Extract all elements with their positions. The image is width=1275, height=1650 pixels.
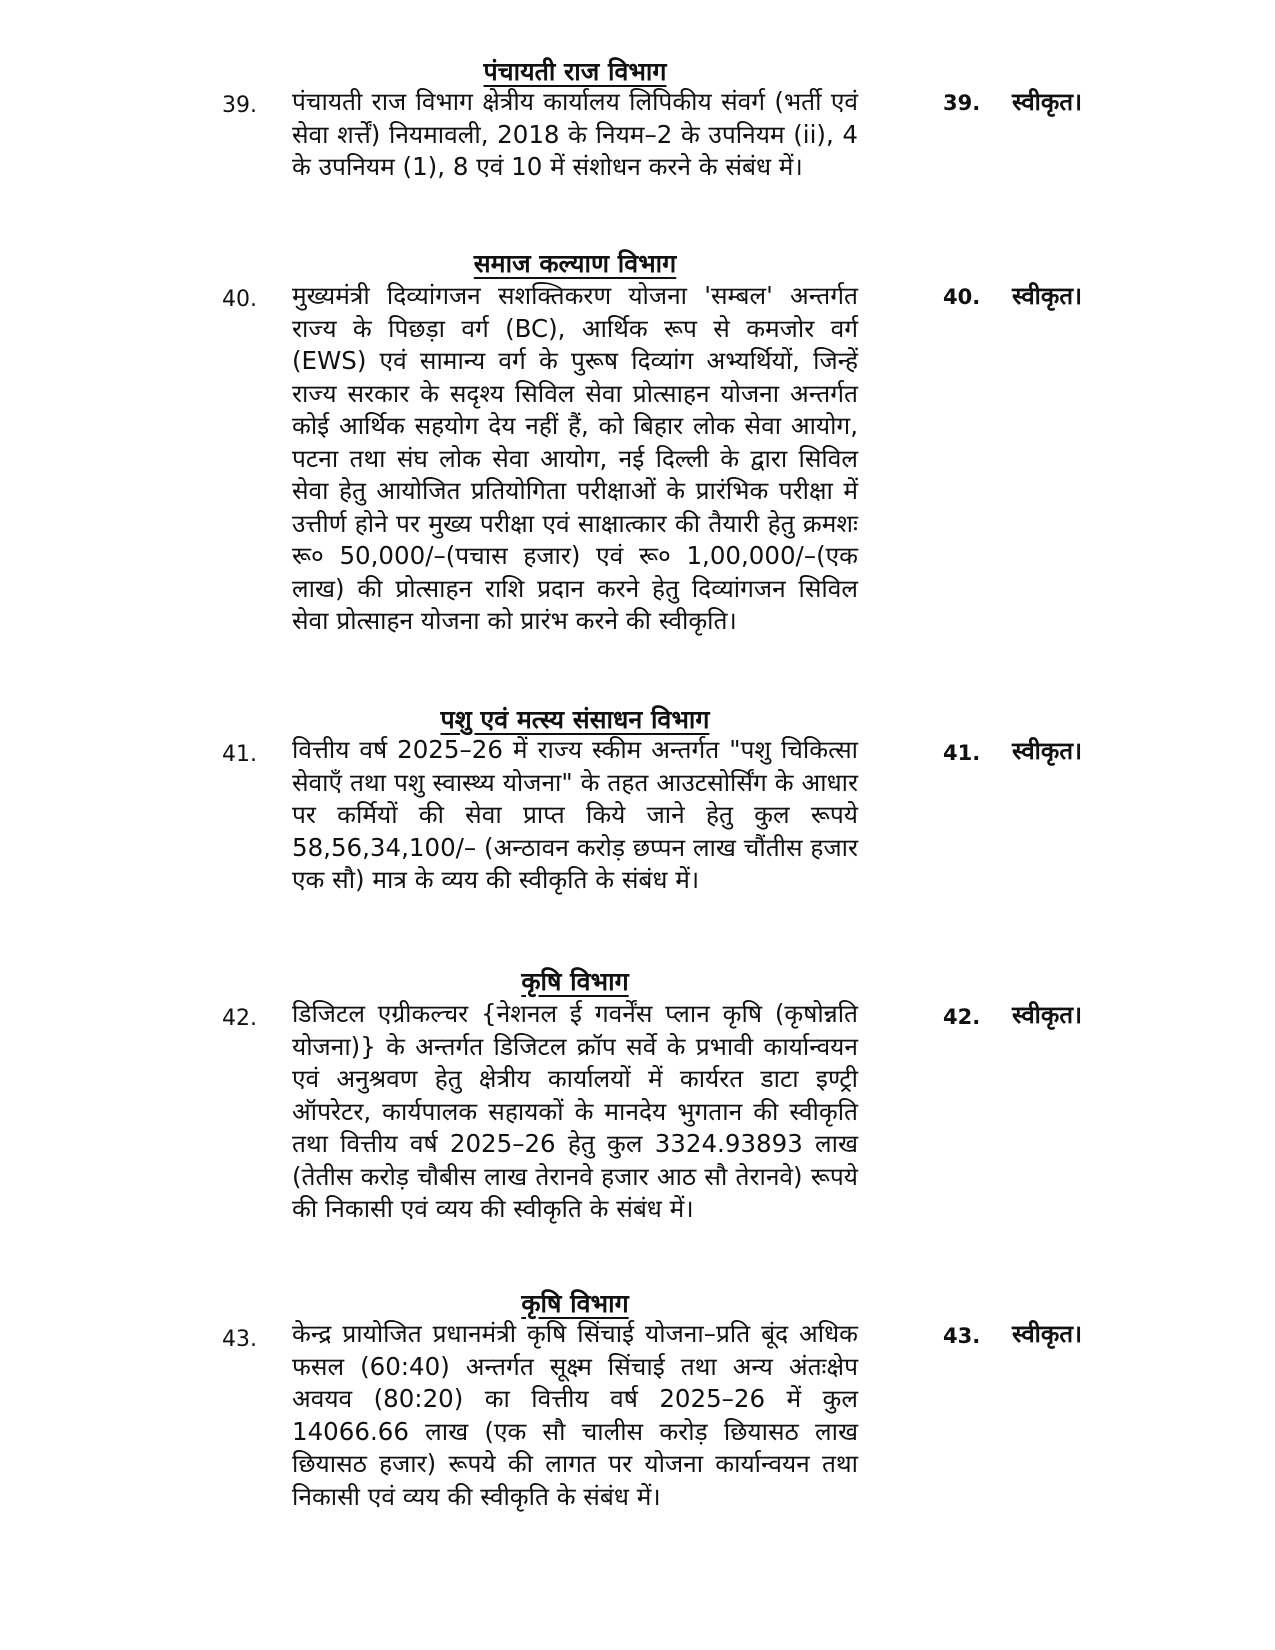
item-number: 42.: [222, 1006, 257, 1031]
decision-number: 42.: [943, 1005, 981, 1029]
item-number: 43.: [222, 1327, 257, 1352]
decision-status: स्वीकृत।: [1012, 88, 1083, 116]
department-heading: पशु एवं मत्स्य संसाधन विभाग: [440, 705, 710, 734]
item-description: वित्तीय वर्ष 2025–26 में राज्य स्कीम अन्तर्गत "पशु चिकित्सा सेवाएँ तथा पशु स्वास्थ्य योजना" के तहत आउटसोर्सिंग के आधार पर कर्मियों की सेवा प्राप्त किये जाने हेतु कुल रूपये 58,56,34,100/– (अन्ठावन करोड़ छप्पन लाख चौंतीस हजार एक सौ) मात्र के व्यय की स्वीकृति के संबंध में।: [292, 735, 858, 894]
item-description: मुख्यमंत्री दिव्यांगजन सशक्तिकरण योजना 'सम्बल' अन्तर्गत राज्य के पिछड़ा वर्ग (BC), आर्थिक रूप से कमजोर वर्ग (EWS) एवं सामान्य वर्ग के पुरूष दिव्यांग अभ्यर्थियों, जिन्हें राज्य सरकार के सदृश्य सिविल सेवा प्रोत्साहन योजना अन्तर्गत कोई आर्थिक सहयोग देय नहीं हैं, को बिहार लोक सेवा आयोग, पटना तथा संघ लोक सेवा आयोग, नई दिल्ली के द्वारा सिविल सेवा हेतु आयोजित प्रतियोगिता परीक्षाओं के प्रारंभिक परीक्षा में उत्तीर्ण होने पर मुख्य परीक्षा एवं साक्षात्कार की तैयारी हेतु क्रमशः रू० 50,000/–(पचास हजार) एवं रू० 1,00,000/–(एक लाख) की प्रोत्साहन राशि प्रदान करने हेतु दिव्यांगजन सिविल सेवा प्रोत्साहन योजना को प्रारंभ करने की स्वीकृति।: [292, 281, 858, 635]
item-number: 39.: [222, 93, 257, 118]
decision-number: 40.: [943, 285, 981, 309]
decision-number: 43.: [943, 1324, 981, 1348]
decision-number: 41.: [943, 741, 981, 765]
decision-status: स्वीकृत।: [1012, 282, 1083, 310]
item-description: डिजिटल एग्रीकल्चर {नेशनल ई गवर्नेंस प्लान कृषि (कृषोन्नति योजना)} के अन्तर्गत डिजिटल क्रॉप सर्वे के प्रभावी कार्यान्वयन एवं अनुश्रवण हेतु क्षेत्रीय कार्यालयों में कार्यरत डाटा इण्ट्री ऑपरेटर, कार्यपालक सहायकों के मानदेय भुगतान की स्वीकृति तथा वित्तीय वर्ष 2025–26 हेतु कुल 3324.93893 लाख (तेतीस करोड़ चौबीस लाख तेरानवे हजार आठ सौ तेरानवे) रूपये की निकासी एवं व्यय की स्वीकृति के संबंध में।: [292, 999, 858, 1223]
item-description: केन्द्र प्रायोजित प्रधानमंत्री कृषि सिंचाई योजना–प्रति बूंद अधिक फसल (60:40) अन्तर्गत सूक्ष्म सिंचाई तथा अन्य अंतःक्षेप अवयव (80:20) का वित्तीय वर्ष 2025–26 में कुल 14066.66 लाख (एक सौ चालीस करोड़ छियासठ लाख छियासठ हजार) रूपये की लागत पर योजना कार्यान्वयन तथा निकासी एवं व्यय की स्वीकृति के संबंध में।: [292, 1319, 858, 1511]
item-number: 41.: [222, 742, 257, 767]
department-heading: पंचायती राज विभाग: [483, 57, 667, 86]
item-description: पंचायती राज विभाग क्षेत्रीय कार्यालय लिपिकीय संवर्ग (भर्ती एवं सेवा शर्त्तें) नियमावली, 2018 के नियम–2 के उपनियम (ii), 4 के उपनियम (1), 8 एवं 10 में संशोधन करने के संबंध में।: [292, 87, 858, 181]
department-heading: समाज कल्याण विभाग: [473, 249, 677, 278]
decision-number: 39.: [943, 91, 981, 115]
item-number: 40.: [222, 287, 257, 312]
decision-status: स्वीकृत।: [1012, 1001, 1083, 1029]
decision-status: स्वीकृत।: [1012, 1320, 1083, 1348]
decision-status: स्वीकृत।: [1012, 737, 1083, 765]
department-heading: कृषि विभाग: [521, 1289, 629, 1318]
department-heading: कृषि विभाग: [521, 967, 629, 996]
